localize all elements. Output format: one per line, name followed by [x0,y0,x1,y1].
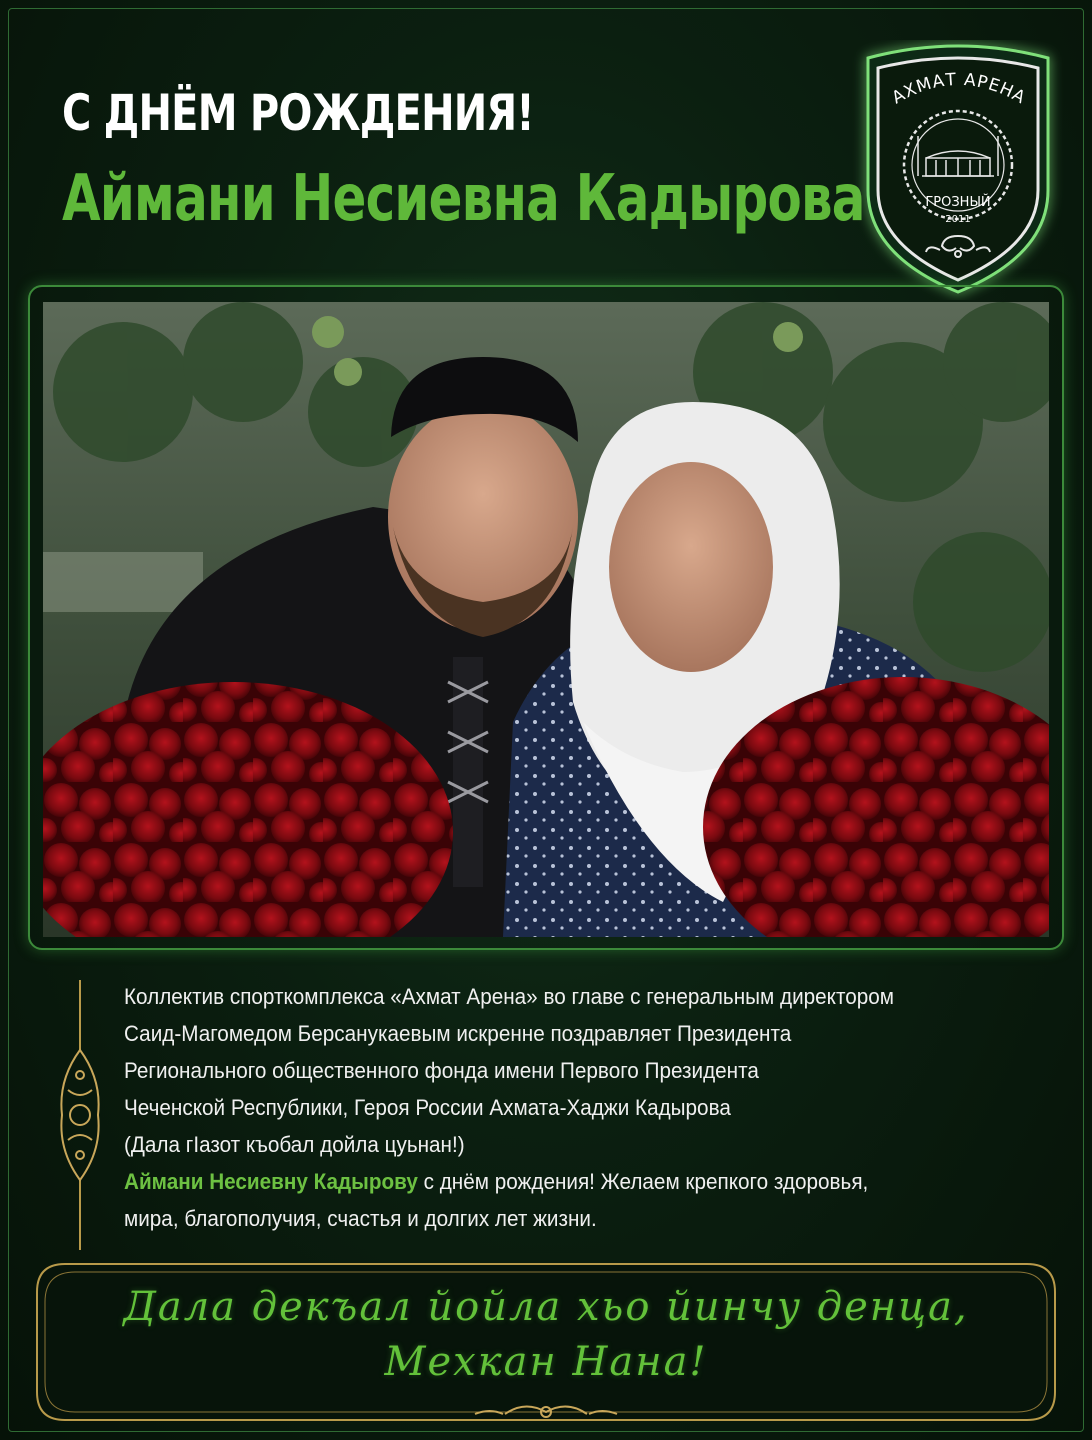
message-line: мира, благополучия, счастья и долгих лет жизни. [124,1206,597,1231]
logo-year: 2011 [945,214,971,225]
portrait-photo [43,302,1049,937]
message-line: Коллектив спорткомплекса «Ахмат Арена» во главе с генеральным директором [124,984,894,1009]
congratulation-message [124,978,934,1237]
message-line-rest: с днём рождения! Желаем крепкого здоровья, [417,1169,869,1194]
banner-line-1: Дала декъал йойла хьо йинчу денца, [123,1284,969,1330]
message-line: Чеченской Республики, Героя России Ахмата-Хаджи Кадырова [124,1095,731,1120]
greeting-title: С ДНЁМ РОЖДЕНИЯ! [62,84,534,142]
vertical-ornament-icon [50,980,110,1250]
akhmat-arena-logo [848,40,1068,300]
message-line: Регионального общественного фонда имени Первого Президента [124,1058,759,1083]
logo-arena-name: АХМАТ АРЕНА [888,69,1030,109]
message-line [124,1163,934,1200]
message-line: Саид-Магомедом Берсанукаевым искренне поздравляет Президента [124,1021,792,1046]
logo-city: ГРОЗНЫЙ [925,195,991,210]
honoree-name: Аймани Несиевна Кадырова [62,162,865,236]
message-line: (Дала гIазот къобал дойла цуьнан!) [124,1132,465,1157]
honoree-name-highlight: Аймани Несиевну Кадырову [124,1169,418,1194]
banner-line-2: Мехкан Нана! [384,1339,708,1385]
